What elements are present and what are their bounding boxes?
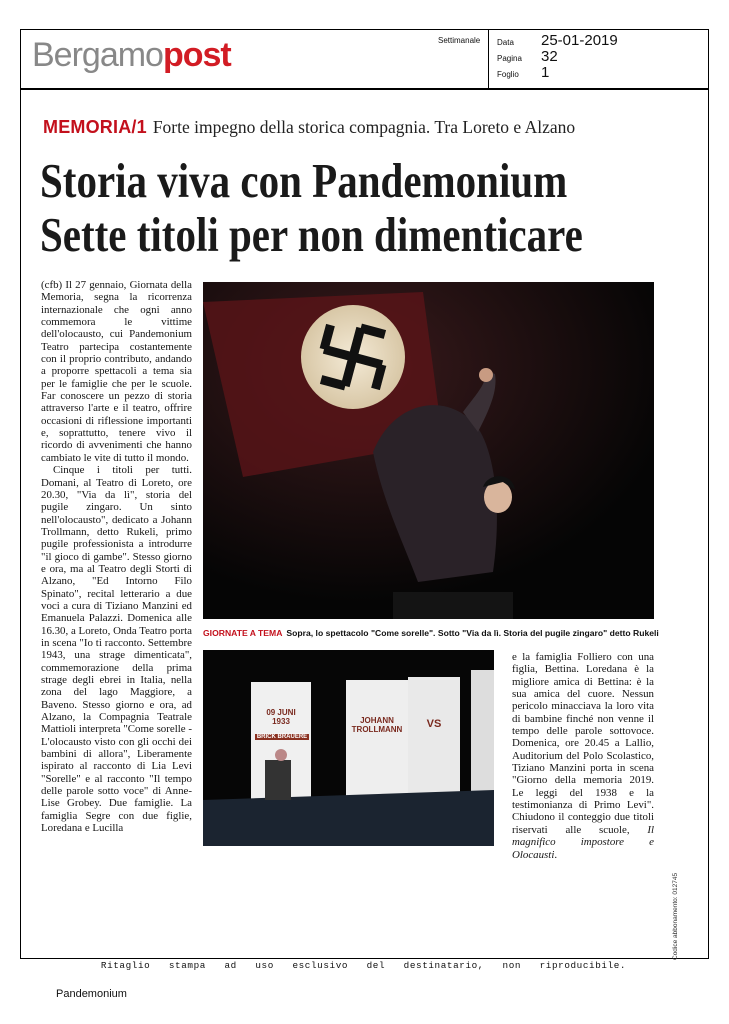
column-3-text: e la famiglia Folliero con una figlia, Bettina. Loredana è la migliore amica di Bettina: è la sua amica del cuore. Nessun pericolo minacciava la loro vita di bambine finché non venne il tempo delle parole sottovoce. Domenica, ore 20.45 a Lallio, Auditorium del Polo Scolastico, Tiziano Manzini porta in scena "Giorno della memoria 2019. Le leggi del 1938 e la testimonianza di Primo Levi". Chiudono il conteggio due titoli riservati alle scuole, <box>512 651 654 836</box>
caption-tag: GIORNATE A TEMA <box>203 628 283 638</box>
kicker-text: Forte impegno della storica compagnia. Tra Loreto e Alzano <box>152 117 576 137</box>
source-name: Pandemonium <box>56 988 127 1000</box>
page-label: Pagina <box>497 54 522 63</box>
caption-text: Sopra, lo spettacolo "Come sorelle". Sotto "Via da lì. Storia del pugile zingaro" detto Rukeli <box>286 628 659 638</box>
date-label: Data <box>497 38 514 47</box>
column-3-paragraph <box>512 651 654 861</box>
photo-via-da-li-image <box>203 650 494 846</box>
logo-post: post <box>162 36 231 74</box>
photo-caption <box>203 628 663 638</box>
column-1-paragraph-2: Cinque i titoli per tutti. Domani, al Teatro di Loreto, ore 20.30, "Via da lì", storia del pugile zingaro. Un sinto nell'olocausto", dedicato a Johann Trollmann, detto Rukeli, primo pugile professionista a introdurre "il gioco di gambe". Stesso giorno e ora, ma al Teatro degli Storti di Alzano, "Ed Intorno Filo Spinato", recital letterario a due voci a cura di Tiziano Manzini ed Emanuela Palazzi. Domenica alle 16.30, a Loreto, Onda Teatro porta in scena "Io ti racconto. Settembre 1943, una strage dimenticata", commemorazione della prima strage degli ebrei in Italia, nella zona del lago Maggiore, a Baveno. Stesso giorno e ora, ad Alzano, la Compagnia Teatrale Mattioli interpreta "Come sorelle - L'olocausto visto con gli occhi dei bambini di allora", Liberamente ispirato al racconto di Lia Levi "Sorelle" e al racconto "Il tempo delle parole sotto voce" di Anne-Lise Grobey. Due famiglie. La famiglia Segre con due figlie, Loredana e Lucilla <box>41 464 192 835</box>
panel-name: JOHANN TROLLMANN <box>351 716 403 734</box>
date-value: 25-01-2019 <box>541 32 618 49</box>
column-3-end: . <box>554 848 558 861</box>
photo-come-sorelle-image <box>203 282 654 619</box>
sheet-label: Foglio <box>497 70 519 79</box>
article-column-3 <box>512 651 654 861</box>
photo-come-sorelle <box>203 282 654 619</box>
page-value: 32 <box>541 48 558 65</box>
headline-line-2: Sette titoli per non dimenticare <box>40 207 583 262</box>
reproduction-notice: Ritaglio stampa ad uso esclusivo del destinatario, non riproducibile. <box>100 960 627 971</box>
column-3-titles: Il magnifico impostore e Olocausti <box>512 823 654 861</box>
kicker-label: MEMORIA/1 <box>43 117 147 137</box>
photo-via-da-li <box>203 650 494 846</box>
article-kicker <box>43 117 575 139</box>
logo-bergamo: Bergamo <box>32 36 163 74</box>
column-1-paragraph-1: (cfb) Il 27 gennaio, Giornata della Memoria, segna la ricorrenza internazionale che ogni anno commemora le vittime dell'olocausto, cui Pandemonium Teatro partecipa costantemente con il proprio contributo, andando a proporre spettacoli a tema sia per le famiglie che per le scuole. Far conoscere un pezzo di storia attraverso l'arte e il teatro, offrire occasioni di riflessione importanti e, soprattutto, tenere vivo il ricordo di avvenimenti che hanno cambiato le vite di tutto il mondo. <box>41 279 192 464</box>
panel-opponent: BRICK BRAUERE <box>256 734 308 740</box>
headline-line-1: Storia viva con Pandemonium <box>40 153 568 208</box>
panel-vs: VS <box>426 718 442 730</box>
header-divider <box>488 29 489 88</box>
subscription-code: Codice abbonamento: 012745 <box>672 872 679 960</box>
frequency-label: Settimanale <box>438 36 481 45</box>
article-column-1 <box>41 279 192 834</box>
sheet-value: 1 <box>541 64 550 81</box>
newspaper-logo <box>32 36 231 75</box>
panel-date: 09 JUNI 1933 <box>266 708 296 726</box>
